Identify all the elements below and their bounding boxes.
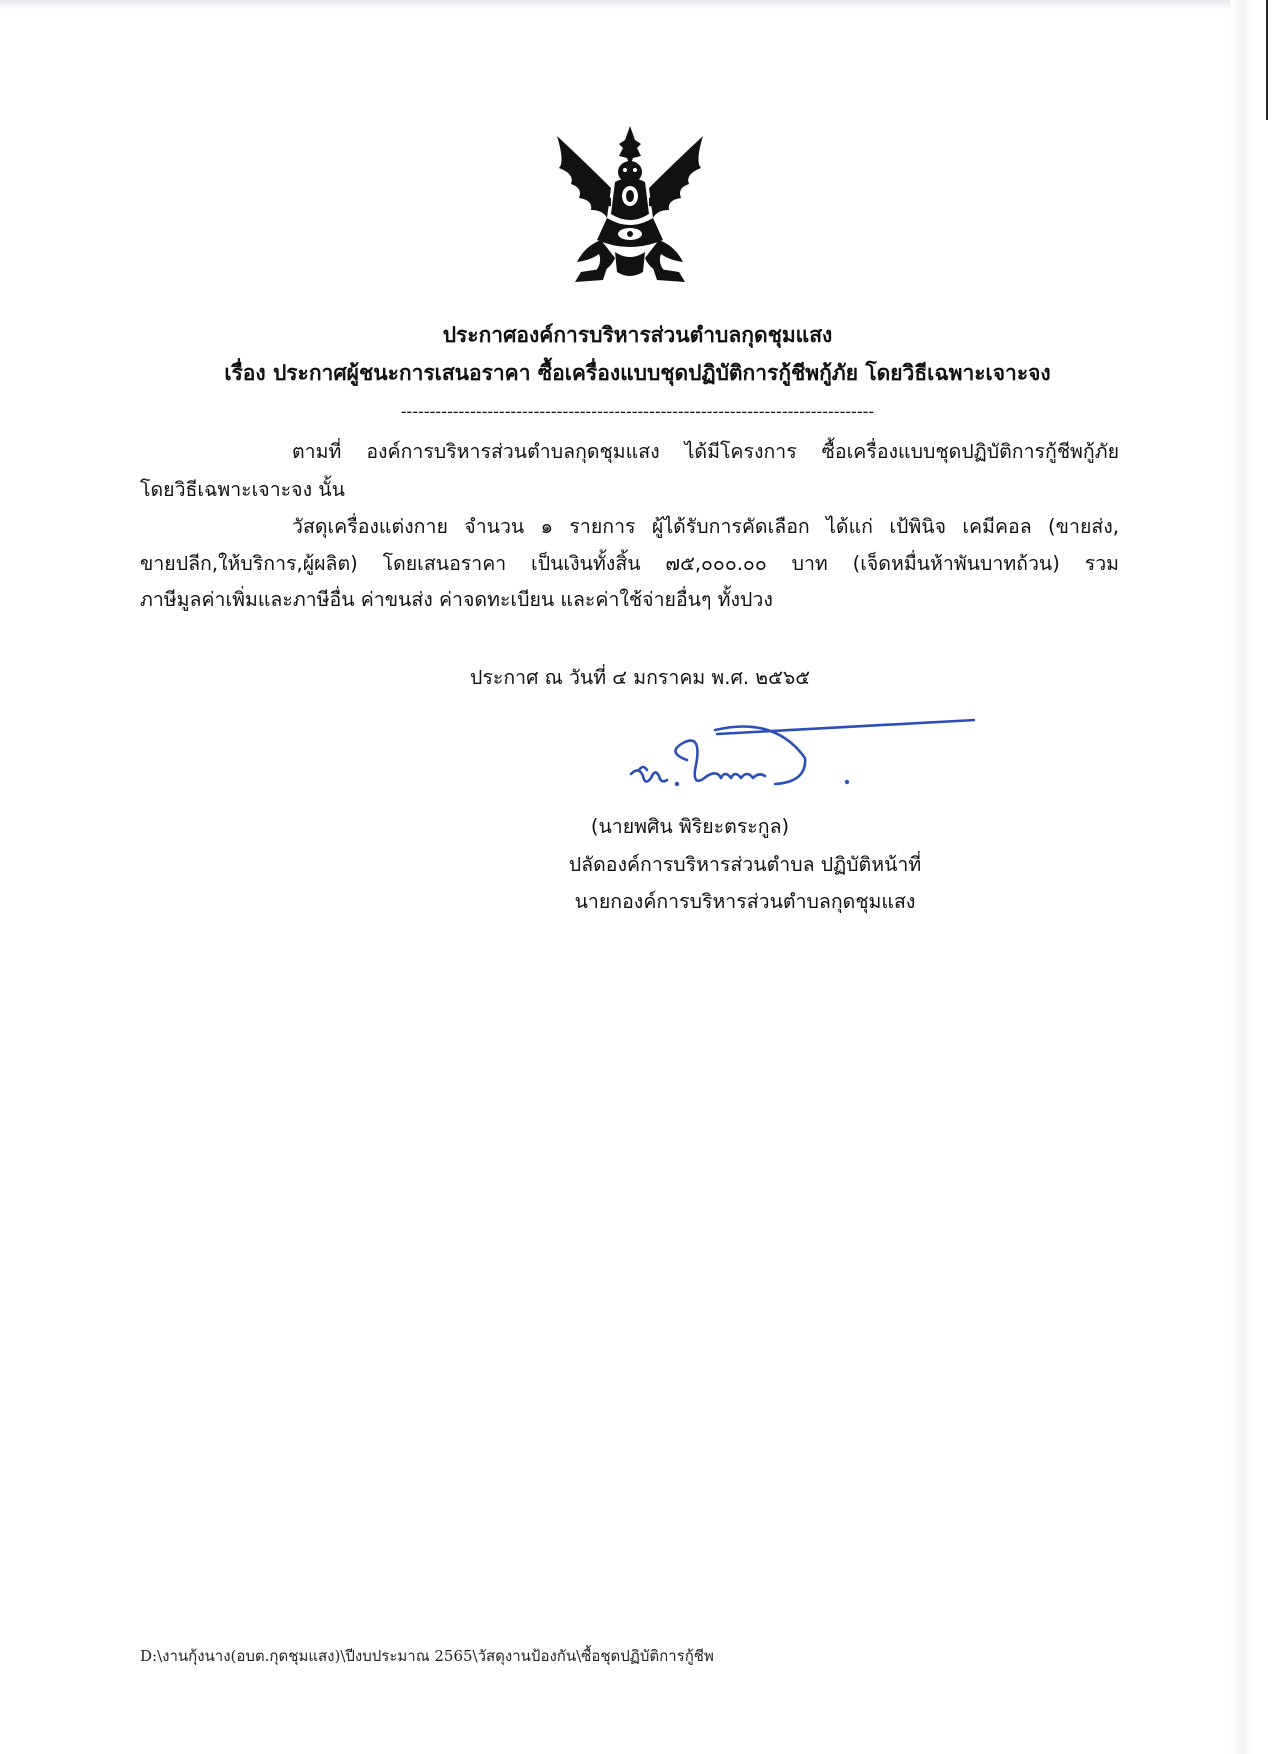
paragraph-1-line-1: ตามที่ องค์การบริหารส่วนตำบลกุดชุมแสง ได้มีโครงการ ซื้อเครื่องแบบชุดปฏิบัติการกู้ชีพกู้ภัย — [292, 440, 1119, 463]
signer-name: (นายพศิน พิริยะตระกูล) — [590, 815, 790, 838]
paragraph-2-line-3: ภาษีมูลค่าเพิ่มและภาษีอื่น ค่าขนส่ง ค่าจดทะเบียน และค่าใช้จ่ายอื่นๆ ทั้งปวง — [140, 588, 773, 611]
scan-edge-line — [1266, 0, 1268, 120]
handwritten-signature-icon — [625, 712, 975, 802]
document-heading: ประกาศองค์การบริหารส่วนตำบลกุดชุมแสง — [442, 323, 833, 347]
garuda-emblem-icon — [545, 122, 715, 288]
signer-title-2: นายกองค์การบริหารส่วนตำบลกุดชุมแสง — [574, 890, 916, 913]
scan-edge-right — [1230, 0, 1275, 1754]
paragraph-2-line-2: ขายปลีก,ให้บริการ,ผู้ผลิต) โดยเสนอราคา เป็นเงินทั้งสิ้น ๗๕,๐๐๐.๐๐ บาท (เจ็ดหมื่นห้าพันบาทถ้วน) รวม — [140, 552, 1119, 575]
document-subject: เรื่อง ประกาศผู้ชนะการเสนอราคา ซื้อเครื่องแบบชุดปฏิบัติการกู้ชีพกู้ภัย โดยวิธีเฉพาะเจาะจง — [224, 361, 1051, 385]
scan-edge-top — [0, 0, 1275, 10]
paragraph-1-line-2: โดยวิธีเฉพาะเจาะจง นั้น — [140, 478, 345, 501]
footer-file-path: D:\งานกุ้งนาง(อบต.กุดชุมแสง)\ปีงบประมาณ 2565\วัสดุงานป้องกัน\ซื้อชุดปฏิบัติการกู้ชีพ — [140, 1647, 714, 1665]
paragraph-2-line-1: วัสดุเครื่องแต่งกาย จำนวน ๑ รายการ ผู้ได้รับการคัดเลือก ได้แก่ เป้พินิจ เคมีคอล (ขายส่ง, — [292, 515, 1119, 538]
heading-divider: ---------------------------------------------------------------------------------- — [400, 402, 875, 421]
announcement-date: ประกาศ ณ วันที่ ๔ มกราคม พ.ศ. ๒๕๖๕ — [470, 666, 810, 689]
signer-title-1: ปลัดองค์การบริหารส่วนตำบล ปฏิบัติหน้าที่ — [568, 853, 922, 876]
